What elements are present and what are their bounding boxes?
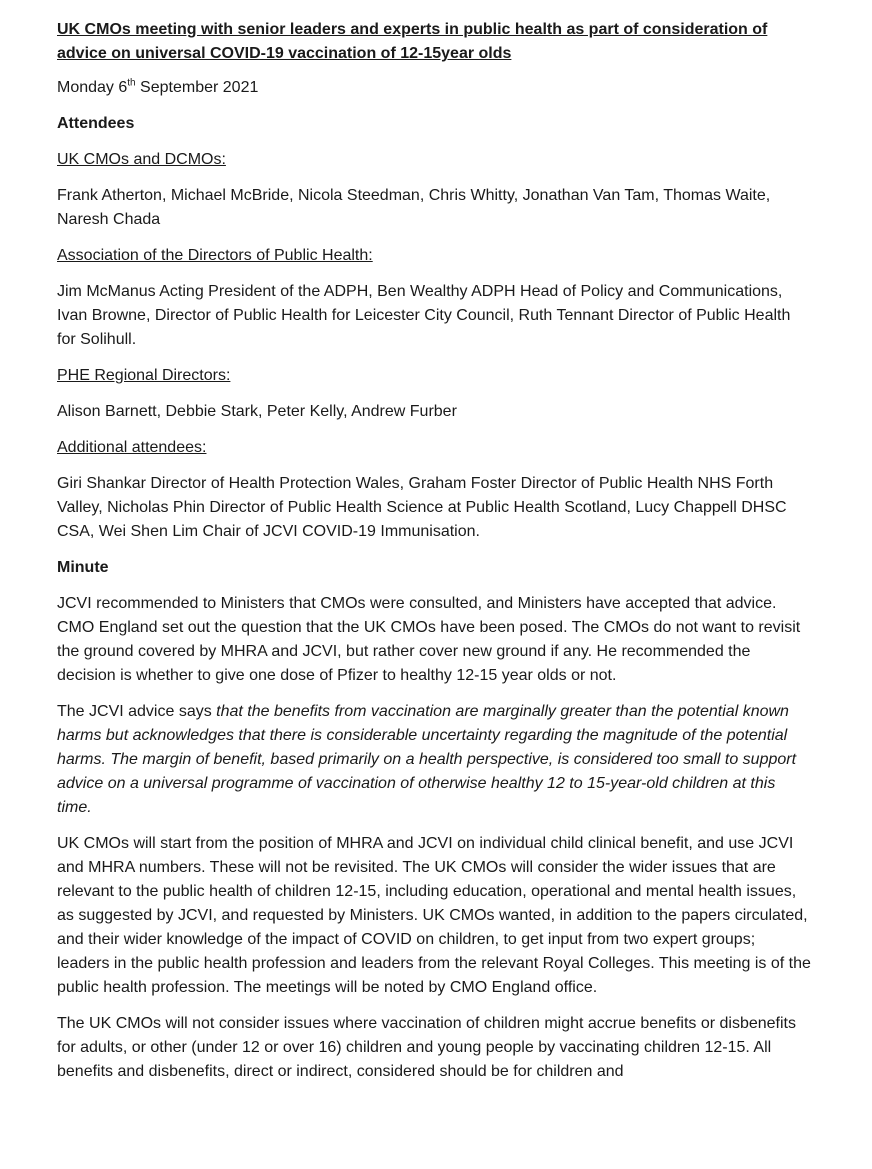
date-ordinal: th [127, 77, 136, 89]
date-prefix: Monday 6 [57, 79, 128, 96]
phe-names: Alison Barnett, Debbie Stark, Peter Kelly, Andrew Furber [57, 403, 457, 420]
minute-paragraph-2 [57, 700, 812, 820]
cmo-names: Frank Atherton, Michael McBride, Nicola Steedman, Chris Whitty, Jonathan Van Tam, Thomas Waite, Naresh Chada [57, 187, 771, 228]
minute-paragraph-4: The UK CMOs will not consider issues where vaccination of children might accrue benefits or disbenefits for adults, or other (under 12 or over 16) children and young people by vaccinating children 12-15. All benefits and disbenefits, direct or indirect, considered should be for children and [57, 1015, 796, 1080]
jcvi-advice-quote: that the benefits from vaccination are marginally greater than the potential known harms but acknowledges that there is considerable uncertainty regarding the magnitude of the potential harms. The margin of benefit, based primarily on a health perspective, is considered too small to support advice on a universal programme of vaccination of otherwise healthy 12 to 15-year-old children at this time. [57, 703, 797, 816]
cmo-heading: UK CMOs and DCMOs: [57, 151, 226, 168]
additional-heading: Additional attendees: [57, 439, 207, 456]
document-title: UK CMOs meeting with senior leaders and experts in public health as part of consideration of advice on universal COVID-19 vaccination of 12-15year olds [57, 21, 768, 62]
adph-heading: Association of the Directors of Public Health: [57, 247, 373, 264]
attendees-heading: Attendees [57, 115, 135, 132]
additional-names: Giri Shankar Director of Health Protection Wales, Graham Foster Director of Public Health NHS Forth Valley, Nicholas Phin Director of Public Health Science at Public Health Scotland, Lucy Chappell DHSC CSA, Wei Shen Lim Chair of JCVI COVID-19 Immunisation. [57, 475, 787, 540]
minute-paragraph-3: UK CMOs will start from the position of MHRA and JCVI on individual child clinical benefit, and use JCVI and MHRA numbers. These will not be revisited. The UK CMOs will consider the wider issues that are relevant to the public health of children 12-15, including education, operational and mental health issues, as suggested by JCVI, and requested by Ministers. UK CMOs wanted, in addition to the papers circulated, and their wider knowledge of the impact of COVID on children, to get input from two expert groups; leaders in the public health profession and leaders from the relevant Royal Colleges. This meeting is of the public health profession. The meetings will be noted by CMO England office. [57, 835, 811, 996]
minute-heading: Minute [57, 559, 109, 576]
phe-heading: PHE Regional Directors: [57, 367, 231, 384]
date-suffix: September 2021 [135, 79, 259, 96]
para2-lead: The JCVI advice says [57, 703, 217, 720]
minute-paragraph-1: JCVI recommended to Ministers that CMOs were consulted, and Ministers have accepted that advice. CMO England set out the question that the UK CMOs have been posed. The CMOs do not want to revisit the ground covered by MHRA and JCVI, but rather cover new ground if any. He recommended the decision is whether to give one dose of Pfizer to healthy 12-15 year olds or not. [57, 595, 801, 684]
adph-names: Jim McManus Acting President of the ADPH, Ben Wealthy ADPH Head of Policy and Communications, Ivan Browne, Director of Public Health for Leicester City Council, Ruth Tennant Director of Public Health for Solihull. [57, 283, 791, 348]
meeting-date [57, 76, 812, 100]
